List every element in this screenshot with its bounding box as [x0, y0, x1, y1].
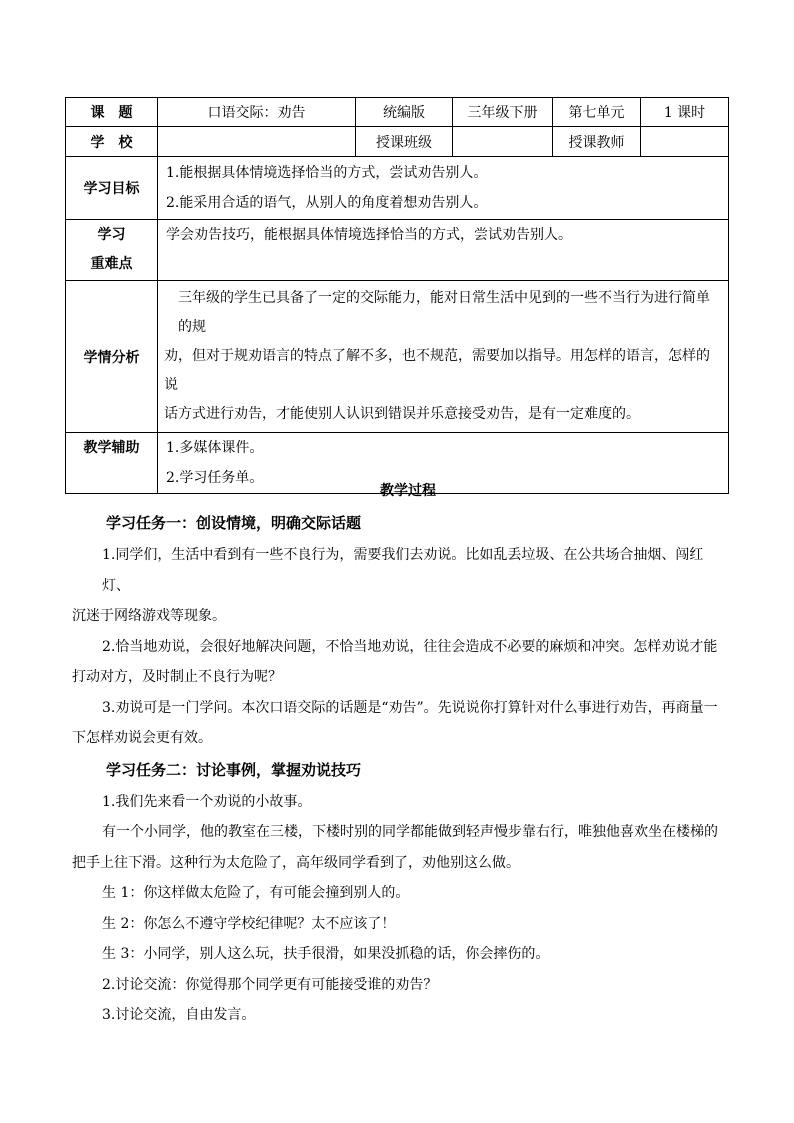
goals-content — [158, 157, 729, 220]
class-value — [453, 127, 553, 157]
edition-value: 统编版 — [356, 98, 453, 127]
paragraph-continued: 把手上往下滑。这种行为太危险了，高年级同学看到了，劝他别这么做。 — [72, 854, 520, 871]
paragraph: 1.同学们，生活中看到有一些不良行为，需要我们去劝说。比如乱丢垃圾、在公共场合抽烟、闯红灯、 — [102, 547, 704, 594]
analysis-line: 三年级的学生已具备了一定的交际能力，能对日常生活中见到的一些不当行为进行简单的规 — [178, 290, 710, 335]
topic-value: 口语交际：劝告 — [158, 98, 356, 127]
class-label: 授课班级 — [356, 127, 453, 157]
key-label-line2: 重难点 — [90, 256, 133, 272]
table-row — [66, 281, 729, 433]
lesson-info-table — [65, 97, 729, 494]
grade-value: 三年级下册 — [453, 98, 553, 127]
teacher-label: 授课教师 — [553, 127, 641, 157]
table-row — [66, 127, 729, 157]
paragraph-continued: 下怎样劝说会更有效。 — [72, 730, 212, 746]
student-quote: 生 1：你这样做太危险了，有可能会撞到别人的。 — [102, 885, 410, 901]
paragraph: 3.讨论交流，自由发言。 — [102, 1007, 256, 1023]
student-quote: 生 3：小同学，别人这么玩，扶手很滑，如果没抓稳的话，你会摔伤的。 — [102, 946, 550, 962]
goal-item: 2.能采用合适的语气，从别人的角度着想劝告别人。 — [166, 195, 488, 211]
key-label-line1: 学习 — [97, 227, 126, 243]
aids-label-text: 教学辅助 — [83, 440, 140, 456]
analysis-line: 话方式进行劝告，才能使别人认识到错误并乐意接受劝告，是有一定难度的。 — [164, 406, 640, 422]
unit-value: 第七单元 — [553, 98, 641, 127]
task-heading: 学习任务一：创设情境，明确交际话题 — [106, 514, 362, 532]
paragraph-continued: 打动对方，及时制止不良行为呢？ — [72, 669, 282, 685]
paragraph: 有一个小同学，他的教室在三楼，下楼时别的同学都能做到轻声慢步靠右行，唯独他喜欢坐在楼梯的 — [102, 824, 718, 840]
paragraph: 2.恰当地劝说，会很好地解决问题，不恰当地劝说，往往会造成不必要的麻烦和冲突。怎样劝说才能 — [102, 638, 718, 655]
school-label: 学 校 — [66, 127, 158, 157]
table-row — [66, 220, 729, 281]
teaching-process — [72, 476, 728, 1031]
paragraph: 3.劝说可是一门学问。本次口语交际的话题是“劝告”。先说说你打算针对什么事进行劝告，再商量一 — [102, 699, 718, 716]
table-row — [66, 157, 729, 220]
analysis-label: 学情分析 — [66, 281, 158, 433]
school-value — [158, 127, 356, 157]
paragraph: 2.讨论交流：你觉得那个同学更有可能接受谁的劝告？ — [102, 976, 438, 993]
student-quote: 生 2：你怎么不遵守学校纪律呢？太不应该了！ — [102, 915, 396, 932]
topic-label: 课 题 — [66, 98, 158, 127]
key-points-text: 学会劝告技巧，能根据具体情境选择恰当的方式，尝试劝告别人。 — [166, 227, 572, 243]
table-row — [66, 98, 729, 127]
teacher-value — [641, 127, 729, 157]
analysis-content — [158, 281, 729, 433]
task-heading: 学习任务二：讨论事例，掌握劝说技巧 — [106, 760, 362, 779]
paragraph-continued: 沉迷于网络游戏等现象。 — [72, 608, 226, 624]
section-title: 教学过程 — [380, 483, 436, 499]
analysis-line: 劝，但对于规劝语言的特点了解不多，也不规范，需要加以指导。用怎样的语言，怎样的说 — [164, 348, 710, 393]
hours-value: 1 课时 — [641, 98, 729, 127]
goal-item: 1.能根据具体情境选择恰当的方式，尝试劝告别人。 — [166, 165, 488, 181]
goals-label: 学习目标 — [66, 157, 158, 220]
key-points-label — [66, 220, 158, 281]
aid-item: 2.学习任务单。 — [166, 470, 264, 486]
paragraph: 1.我们先来看一个劝说的小故事。 — [102, 793, 312, 810]
key-points-content — [158, 220, 729, 281]
aid-item: 1.多媒体课件。 — [166, 440, 264, 456]
